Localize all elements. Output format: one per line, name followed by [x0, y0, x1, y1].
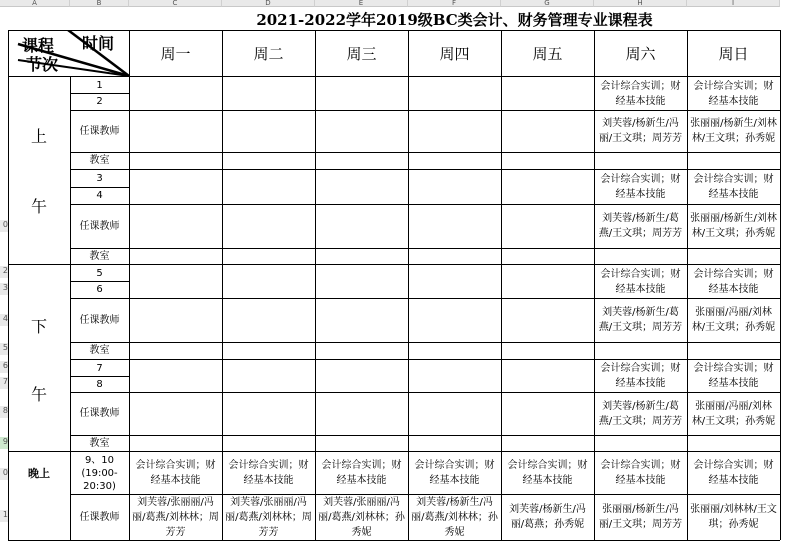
row-label-teacher: 任课教师 — [79, 314, 120, 326]
corner-header — [8, 30, 129, 76]
grid-line — [8, 30, 9, 540]
period-label-morning: 上 — [30, 126, 47, 146]
row-label-room: 教室 — [89, 345, 110, 356]
col-header-b[interactable]: B — [70, 0, 129, 7]
teacher-cell-sat[interactable]: 刘芙蓉/杨新生/葛燕/王文琪；周芳芳 — [598, 400, 683, 427]
teacher-cell-sat[interactable]: 刘芙蓉/杨新生/葛燕/王文琪；周芳芳 — [598, 213, 683, 239]
grid-line — [70, 435, 780, 436]
day-header-sun: 周日 — [718, 44, 749, 63]
course-cell-fri[interactable]: 会计综合实训；财经基本技能 — [507, 460, 588, 486]
grid-line — [408, 30, 409, 540]
row-header[interactable]: 5 — [0, 343, 8, 355]
course-cell-sat[interactable]: 会计综合实训；财经基本技能 — [600, 268, 681, 295]
course-cell-thu[interactable]: 会计综合实训；财经基本技能 — [414, 460, 495, 486]
teacher-cell-sun[interactable]: 张丽丽/冯丽/刘林林/王文琪；孙秀妮 — [691, 400, 776, 427]
row-header[interactable]: 0 — [0, 220, 8, 232]
course-cell-wed[interactable]: 会计综合实训；财经基本技能 — [321, 460, 402, 486]
row-label-teacher: 任课教师 — [79, 511, 120, 523]
course-cell-sun[interactable]: 会计综合实训；财经基本技能 — [693, 363, 774, 389]
period-label-morning: 午 — [30, 196, 47, 216]
row-label-period: 2 — [96, 95, 103, 107]
day-header-tue: 周二 — [253, 44, 284, 63]
col-header-c[interactable]: C — [129, 0, 222, 7]
grid-line — [780, 30, 781, 540]
grid-line — [70, 281, 129, 282]
row-header[interactable]: 8 — [0, 406, 8, 418]
teacher-cell-wed[interactable]: 刘芙蓉/张丽丽/冯丽/葛燕/刘林林；孙秀妮 — [318, 496, 405, 538]
grid-line — [129, 30, 130, 540]
row-label-teacher: 任课教师 — [79, 220, 120, 232]
row-label-evening-periods: 9、10 (19:00- 20:30) — [81, 454, 118, 492]
row-label-period: 6 — [96, 283, 103, 295]
grid-line — [70, 93, 129, 94]
period-label-evening: 晚上 — [28, 467, 50, 480]
teacher-cell-thu[interactable]: 刘芙蓉/杨新生/冯丽/葛燕/刘林林；孙秀妮 — [411, 496, 498, 538]
course-cell-sat[interactable]: 会计综合实训；财经基本技能 — [600, 460, 681, 486]
row-header[interactable]: 6 — [0, 361, 8, 373]
grid-line — [70, 342, 780, 343]
day-header-thu: 周四 — [439, 44, 470, 63]
col-header-a[interactable]: A — [0, 0, 70, 7]
row-label-period: 1 — [96, 79, 103, 91]
row-label-room: 教室 — [89, 250, 110, 262]
grid-line — [70, 76, 71, 540]
teacher-cell-sun[interactable]: 张丽丽/刘林林/王文琪；孙秀妮 — [690, 504, 777, 530]
course-cell-sat[interactable]: 会计综合实训；财经基本技能 — [600, 80, 681, 107]
corner-left-label: 课程 — [22, 36, 55, 55]
row-label-period: 8 — [96, 378, 103, 390]
period-label-afternoon: 下 — [30, 316, 47, 336]
row-label-room: 教室 — [89, 437, 110, 449]
course-cell-mon[interactable]: 会计综合实训；财经基本技能 — [135, 460, 216, 486]
corner-bottom-left-label: 节次 — [26, 55, 59, 74]
teacher-cell-tue[interactable]: 刘芙蓉/张丽丽/冯丽/葛燕/刘林林；周芳芳 — [225, 496, 312, 538]
course-cell-sun[interactable]: 会计综合实训；财经基本技能 — [693, 268, 774, 295]
grid-line — [8, 30, 780, 31]
teacher-cell-sat[interactable]: 张丽丽/杨新生/冯丽/王文琪；周芳芳 — [598, 504, 683, 530]
grid-line — [70, 204, 780, 205]
teacher-cell-sat[interactable]: 刘芙蓉/杨新生/葛燕/王文琪；周芳芳 — [598, 307, 683, 333]
page-title: 2021-2022学年2019级BC类会计、财务管理专业课程表 — [256, 10, 653, 29]
grid-line — [222, 30, 223, 540]
course-cell-sat[interactable]: 会计综合实训；财经基本技能 — [600, 174, 681, 200]
row-label-period: 3 — [96, 173, 103, 184]
grid-line — [687, 30, 688, 540]
row-header[interactable]: 0 — [0, 468, 8, 480]
grid-line — [70, 494, 780, 495]
grid-line — [8, 76, 780, 77]
grid-line — [8, 264, 780, 265]
teacher-cell-sun[interactable]: 张丽丽/杨新生/刘林林/王文琪；孙秀妮 — [690, 213, 777, 239]
row-header[interactable]: 1 — [0, 510, 8, 522]
row-header[interactable]: 9 — [0, 437, 8, 449]
col-header-g[interactable]: G — [501, 0, 594, 7]
teacher-cell-mon[interactable]: 刘芙蓉/张丽丽/冯丽/葛燕/刘林林；周芳芳 — [132, 496, 219, 538]
row-label-period: 5 — [96, 267, 103, 279]
grid-line — [70, 248, 780, 249]
day-header-sat: 周六 — [625, 44, 656, 63]
row-header[interactable]: 3 — [0, 283, 8, 295]
row-header[interactable]: 2 — [0, 266, 8, 278]
row-header[interactable]: 7 — [0, 377, 8, 389]
grid-line — [70, 376, 129, 377]
col-header-h[interactable]: H — [594, 0, 687, 7]
row-label-period: 7 — [96, 362, 103, 374]
row-label-period: 4 — [96, 190, 103, 201]
row-label-room: 教室 — [89, 155, 110, 166]
corner-top-right-label: 时间 — [82, 34, 115, 53]
grid-line — [501, 30, 502, 540]
course-cell-sun[interactable]: 会计综合实训；财经基本技能 — [693, 174, 774, 200]
course-cell-sun[interactable]: 会计综合实训；财经基本技能 — [693, 460, 774, 486]
course-cell-sun[interactable]: 会计综合实训；财经基本技能 — [693, 80, 774, 107]
grid-line — [70, 298, 780, 299]
grid-line — [594, 30, 595, 540]
course-cell-sat[interactable]: 会计综合实训；财经基本技能 — [600, 363, 681, 389]
row-header[interactable]: 4 — [0, 314, 8, 326]
col-header-i[interactable]: I — [687, 0, 780, 7]
teacher-cell-fri[interactable]: 刘芙蓉/杨新生/冯丽/葛燕；孙秀妮 — [509, 504, 586, 530]
row-label-teacher: 任课教师 — [79, 125, 120, 137]
grid-line — [70, 152, 780, 153]
grid-line — [70, 169, 780, 170]
period-label-afternoon: 午 — [30, 384, 47, 404]
grid-line — [8, 451, 780, 452]
col-header-e[interactable]: E — [315, 0, 408, 7]
grid-line — [70, 187, 129, 188]
teacher-cell-sat[interactable]: 刘芙蓉/杨新生/冯丽/王文琪；周芳芳 — [598, 118, 683, 144]
day-header-wed: 周三 — [346, 44, 377, 63]
grid-line — [70, 359, 780, 360]
course-cell-tue[interactable]: 会计综合实训；财经基本技能 — [228, 460, 309, 486]
grid-line — [70, 110, 780, 111]
col-header-f[interactable]: F — [408, 0, 501, 7]
teacher-cell-sun[interactable]: 张丽丽/冯丽/刘林林/王文琪；孙秀妮 — [691, 307, 776, 333]
day-header-fri: 周五 — [532, 44, 563, 63]
day-header-mon: 周一 — [160, 44, 191, 63]
teacher-cell-sun[interactable]: 张丽丽/杨新生/刘林林/王文琪；孙秀妮 — [690, 118, 777, 144]
grid-line — [8, 540, 780, 541]
row-label-teacher: 任课教师 — [79, 408, 120, 419]
grid-line — [70, 392, 780, 393]
col-header-d[interactable]: D — [222, 0, 315, 7]
grid-line — [315, 30, 316, 540]
